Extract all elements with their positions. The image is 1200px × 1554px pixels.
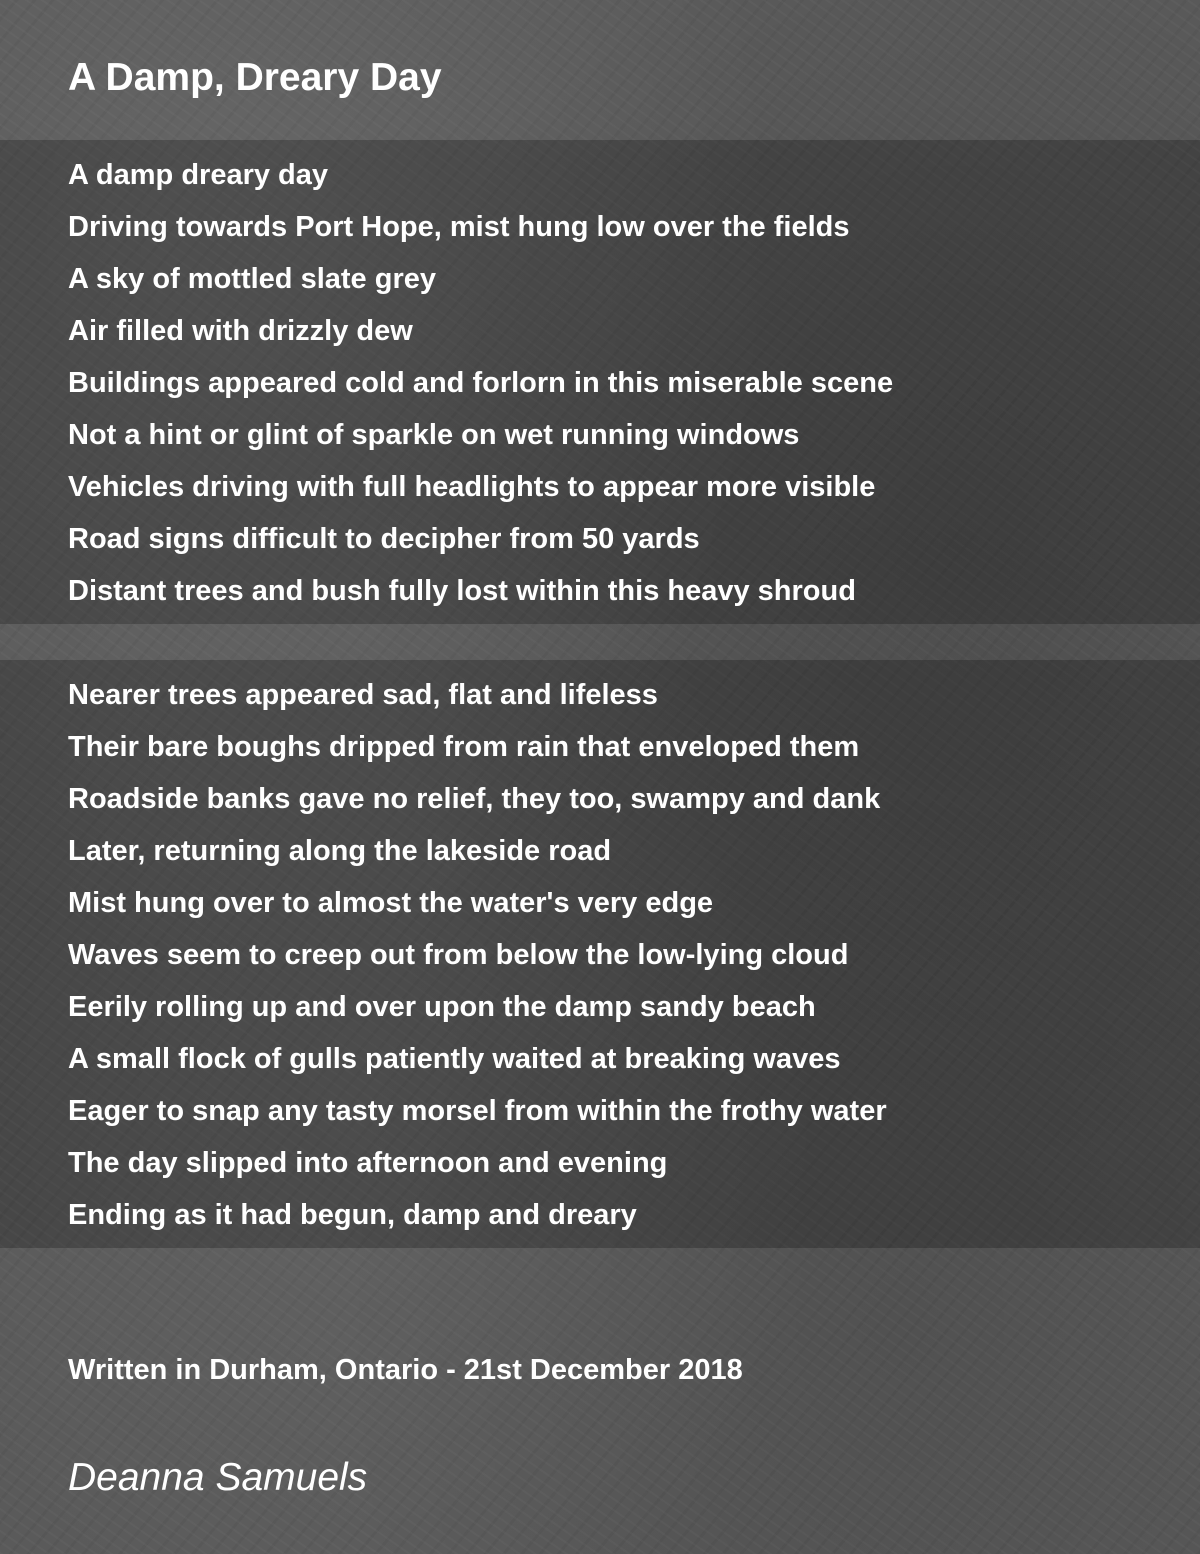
stanza-2 [68,669,887,1241]
poem-line: Vehicles driving with full headlights to appear more visible [68,471,876,503]
poem-line: Buildings appeared cold and forlorn in this miserable scene [68,367,894,399]
poem-line: A small flock of gulls patiently waited at breaking waves [68,1043,841,1075]
poem-title: A Damp, Dreary Day [68,56,442,99]
poem-line: Road signs difficult to decipher from 50 yards [68,523,700,555]
poem-line: Their bare boughs dripped from rain that enveloped them [68,731,860,763]
written-note: Written in Durham, Ontario - 21st December 2018 [68,1354,743,1386]
stanza-1 [68,149,893,617]
poem-line: Air filled with drizzly dew [68,315,413,347]
poem-line: Eerily rolling up and over upon the damp sandy beach [68,991,816,1023]
poem-line: Nearer trees appeared sad, flat and lifeless [68,679,658,711]
poem-line: Waves seem to creep out from below the low-lying cloud [68,939,849,971]
poem-line: Ending as it had begun, damp and dreary [68,1199,637,1231]
poem-line: A damp dreary day [68,159,329,191]
poem-line: Not a hint or glint of sparkle on wet running windows [68,419,800,451]
poem-line: Later, returning along the lakeside road [68,835,612,867]
author-name: Deanna Samuels [68,1456,368,1499]
poem-line: Distant trees and bush fully lost within this heavy shroud [68,575,856,607]
poem-line: Driving towards Port Hope, mist hung low over the fields [68,211,850,243]
poem-line: A sky of mottled slate grey [68,263,436,295]
poem-line: Eager to snap any tasty morsel from within the frothy water [68,1095,887,1127]
poem-line: Roadside banks gave no relief, they too, swampy and dank [68,783,881,815]
poem-line: The day slipped into afternoon and evening [68,1147,668,1179]
poem-line: Mist hung over to almost the water's very edge [68,887,714,919]
